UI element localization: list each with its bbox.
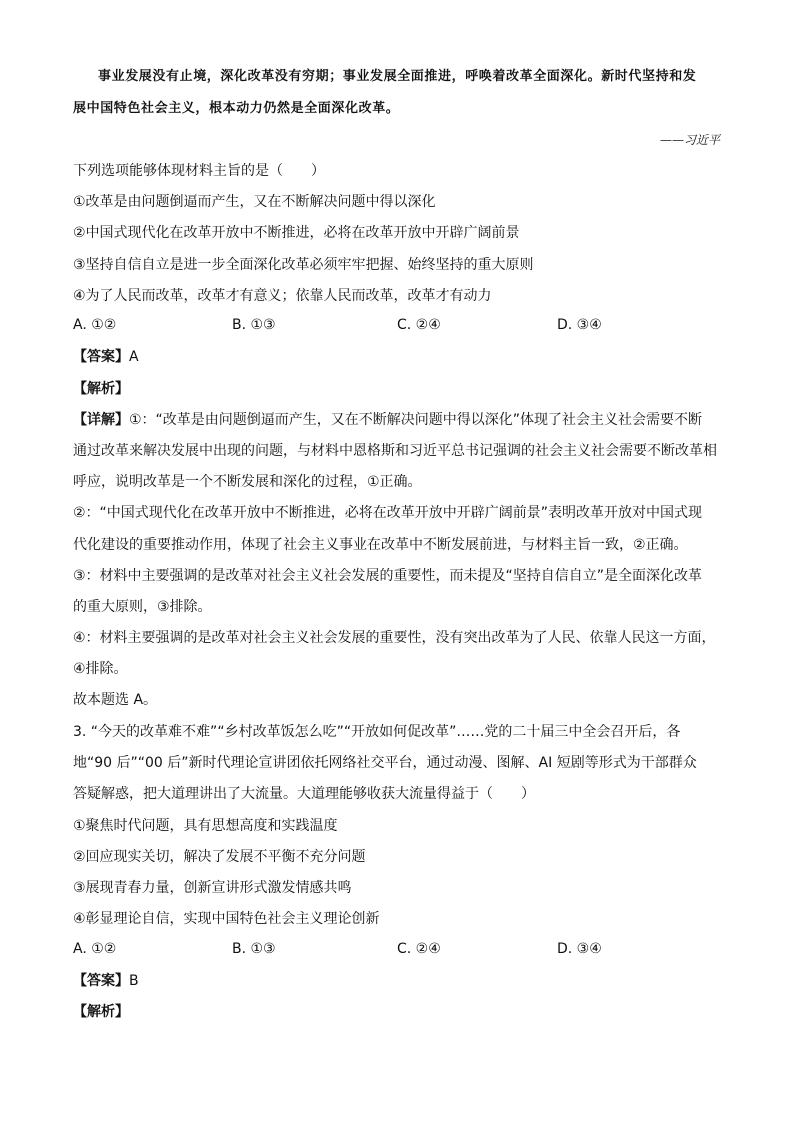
- q3-option-d: D. ③④: [557, 941, 602, 957]
- quote-line-1: 事业发展没有止境，深化改革没有穷期；事业发展全面推进，呼唤着改革全面深化。新时代坚持和发: [98, 69, 697, 84]
- q2-detail-line-2: 通过改革来解决发展中出现的问题，与材料中恩格斯和习近平总书记强调的社会主义社会需要不断改革相: [73, 443, 717, 459]
- q2-detail-line-4: ②：“中国式现代化在改革开放中不断推进，必将在改革开放中开辟广阔前景”表明改革开放对中国式现: [73, 505, 703, 521]
- q2-option-c: C. ②④: [397, 317, 441, 333]
- q2-answer-tag: 【答案】: [73, 349, 129, 365]
- q2-item-1: ①改革是由问题倒逼而产生，又在不断解决问题中得以深化: [73, 194, 436, 210]
- q3-option-a: A. ①②: [73, 941, 117, 957]
- q2-stem: 下列选项能够体现材料主旨的是（ ）: [73, 163, 325, 179]
- q3-item-3: ③展现青春力量，创新宣讲形式激发情感共鸣: [73, 880, 352, 896]
- q3-stem-line-3: 答疑解惑，把大道理讲出了大流量。大道理能够收获大流量得益于（ ）: [73, 786, 535, 802]
- q3-option-c: C. ②④: [397, 941, 441, 957]
- quote-signature: ——习近平: [659, 133, 720, 147]
- q3-analysis-tag: 【解析】: [73, 1004, 129, 1020]
- q2-detail-line-1: [73, 411, 702, 429]
- q2-analysis-tag: 【解析】: [73, 381, 129, 397]
- q3-answer-tag: 【答案】: [73, 973, 129, 989]
- q3-item-4: ④彰显理论自信，实现中国特色社会主义理论创新: [73, 911, 380, 927]
- q2-item-4: ④为了人民而改革，改革才有意义；依靠人民而改革，改革才有动力: [73, 288, 492, 304]
- q2-detail-line-9: ④排除。: [73, 661, 128, 677]
- q2-detail-line-7: 的重大原则，③排除。: [73, 599, 212, 615]
- q2-option-b: B. ①③: [232, 317, 276, 333]
- q2-detail-line-3: 呼应，说明改革是一个不断发展和深化的过程，①正确。: [73, 474, 422, 490]
- q3-option-b: B. ①③: [232, 941, 276, 957]
- q3-item-1: ①聚焦时代问题，具有思想高度和实践温度: [73, 818, 338, 834]
- q3-answer-value: B: [129, 973, 139, 989]
- q2-option-a: A. ①②: [73, 317, 117, 333]
- quote-line-2: 展中国特色社会主义，根本动力仍然是全面深化改革。: [73, 101, 400, 116]
- q3-stem-line-1: 3. “今天的改革难不难”“乡村改革饭怎么吃”“开放如何促改革”……党的二十届三中全会召开后，各: [73, 724, 681, 740]
- q2-answer-value: A: [129, 349, 139, 365]
- q3-stem-line-2: 地“90 后”“00 后”新时代理论宣讲团依托网络社交平台，通过动漫、图解、AI 短剧等形式为干部群众: [73, 755, 697, 771]
- q2-detail-line-6: ③：材料中主要强调的是改革对社会主义社会发展的重要性，而未提及“坚持自信自立”是全面深化改革: [73, 568, 703, 584]
- q2-item-3: ③坚持自信自立是进一步全面深化改革必须牢牢把握、始终坚持的重大原则: [73, 257, 534, 273]
- q2-detail-line-10: 故本题选 A。: [73, 692, 158, 708]
- q2-detail-label: 【详解】: [73, 412, 129, 428]
- q3-item-2: ②回应现实关切，解决了发展不平衡不充分问题: [73, 849, 366, 865]
- q2-item-2: ②中国式现代化在改革开放中不断推进，必将在改革开放中开辟广阔前景: [73, 225, 520, 241]
- q2-detail-line-1-text: ①：“改革是由问题倒逼而产生，又在不断解决问题中得以深化”体现了社会主义社会需要不断: [129, 412, 703, 428]
- q2-answer: [73, 348, 139, 366]
- q2-detail-line-8: ④：材料主要强调的是改革对社会主义社会发展的重要性，没有突出改革为了人民、依靠人民这一方面，: [73, 630, 716, 646]
- q2-option-d: D. ③④: [557, 317, 602, 333]
- q2-detail-line-5: 代化建设的重要推动作用，体现了社会主义事业在改革中不断发展前进，与材料主旨一致，②正确。: [73, 537, 688, 553]
- q3-answer: [73, 972, 139, 990]
